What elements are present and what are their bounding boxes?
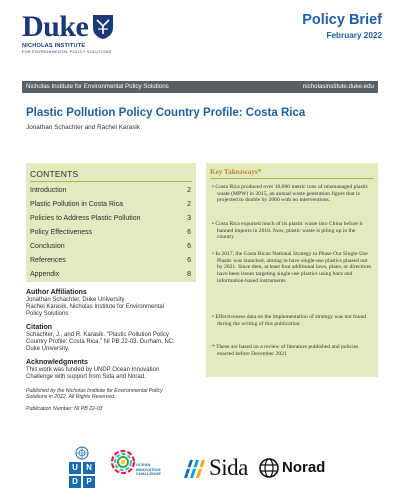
contents-divider (30, 181, 192, 182)
band-institute-name: Nicholas Institute for Environmental Policy Solutions (26, 83, 169, 90)
publication-number: Publication Number: NI PB 22-03 (26, 405, 103, 412)
takeaway-item: • Costa Rica produced over 10,000 metric tons of mismanaged plastic waste (MPW) in 2015, an annual waste generation figure that is projected to double by 2060 with no interventions. (212, 184, 369, 204)
un-emblem-icon (75, 446, 89, 460)
key-takeaways-divider (210, 178, 374, 179)
sida-mark-icon (182, 456, 208, 482)
norad-logo: Norad (258, 454, 332, 484)
document-title: Plastic Pollution Policy Country Profile: Costa Rica (26, 107, 306, 119)
toc-item[interactable]: Policy Effectiveness 6 (30, 229, 191, 236)
brief-title: Policy Brief (302, 12, 382, 28)
header (22, 12, 382, 52)
ocean-innovation-challenge-logo: OCEAN INNOVATION CHALLENGE (110, 448, 180, 490)
duke-logo-subtitle: NICHOLAS INSTITUTE (22, 43, 86, 49)
acknowledgments-heading: Acknowledgments (26, 359, 88, 366)
key-takeaways-panel (206, 163, 378, 377)
band-website-link[interactable]: nicholasinstitute.duke.edu (302, 83, 374, 90)
toc-item[interactable]: Plastic Pollution in Costa Rica 2 (30, 201, 191, 208)
toc-item[interactable]: Appendix 8 (30, 271, 191, 278)
takeaway-item: • Costa Rica exported much of its plastic waste into China before it banned imports in 2018. Now, plastic waste is piling up in the country (212, 221, 363, 241)
takeaway-item: • In 2017, the Costa Rican National Strategy to Phase Out Single-Use Plastic was launched, aiming to have single-use plastics phased out by 2021. Since then, at least four additional laws, plans, or directives have been issues targeting single-use plastics using bans and information-based instruments (212, 251, 372, 284)
author-affiliations: Author Affiliations Jonathan Schachter, Duke University Rachel Karasik, Nicholas Institute for Environmental Policy Solutions (26, 289, 204, 318)
citation: Citation Schachter, J., and R. Karasik. "Plastic Pollution Policy Country Profile: Costa Rica." NI PB 22-03. Durham, NC: Duke University. (26, 324, 204, 353)
ocean-circle-icon (110, 448, 136, 484)
takeaway-footnote: * These are based on a review of literature published and policies enacted before December 2021 (212, 344, 359, 357)
acknowledgments: Acknowledgments This work was funded by UNDP Ocean Innovation Challenge with support from Sida and Norad. (26, 359, 204, 381)
brief-date: February 2022 (326, 31, 382, 40)
contents-panel (26, 163, 196, 282)
duke-logo-word: Duke (22, 10, 89, 43)
citation-heading: Citation (26, 324, 53, 331)
undp-logo: U N D P (68, 446, 96, 490)
publication-info: Published by the Nicholas Institute for Environmental Policy Solutions in 2022. All Rights Reserved. Publication Number: NI PB 22-03 (26, 388, 204, 412)
norad-globe-icon (258, 456, 280, 480)
duke-logo-subtitle-2: FOR ENVIRONMENTAL POLICY SOLUTIONS (22, 50, 112, 54)
duke-shield-icon (92, 14, 114, 40)
contents-heading: CONTENTS (30, 169, 79, 179)
toc-item[interactable]: Introduction 2 (30, 187, 191, 194)
toc-item[interactable]: Conclusion 6 (30, 243, 191, 250)
toc-item[interactable]: Policies to Address Plastic Pollution 3 (30, 215, 191, 222)
toc-item[interactable]: References 6 (30, 257, 191, 264)
document-authors: Jonathan Schachter and Rachel Karasik (26, 124, 141, 131)
funder-logos (68, 446, 332, 492)
takeaway-item: • Effectiveness data on the implementation of strategy was not found during the writing of this publication (212, 314, 367, 327)
affiliations-heading: Author Affiliations (26, 289, 87, 296)
key-takeaways-heading: Key Takeaways* (210, 168, 262, 176)
institute-band (22, 81, 378, 93)
sida-logo: Sida (182, 452, 252, 486)
